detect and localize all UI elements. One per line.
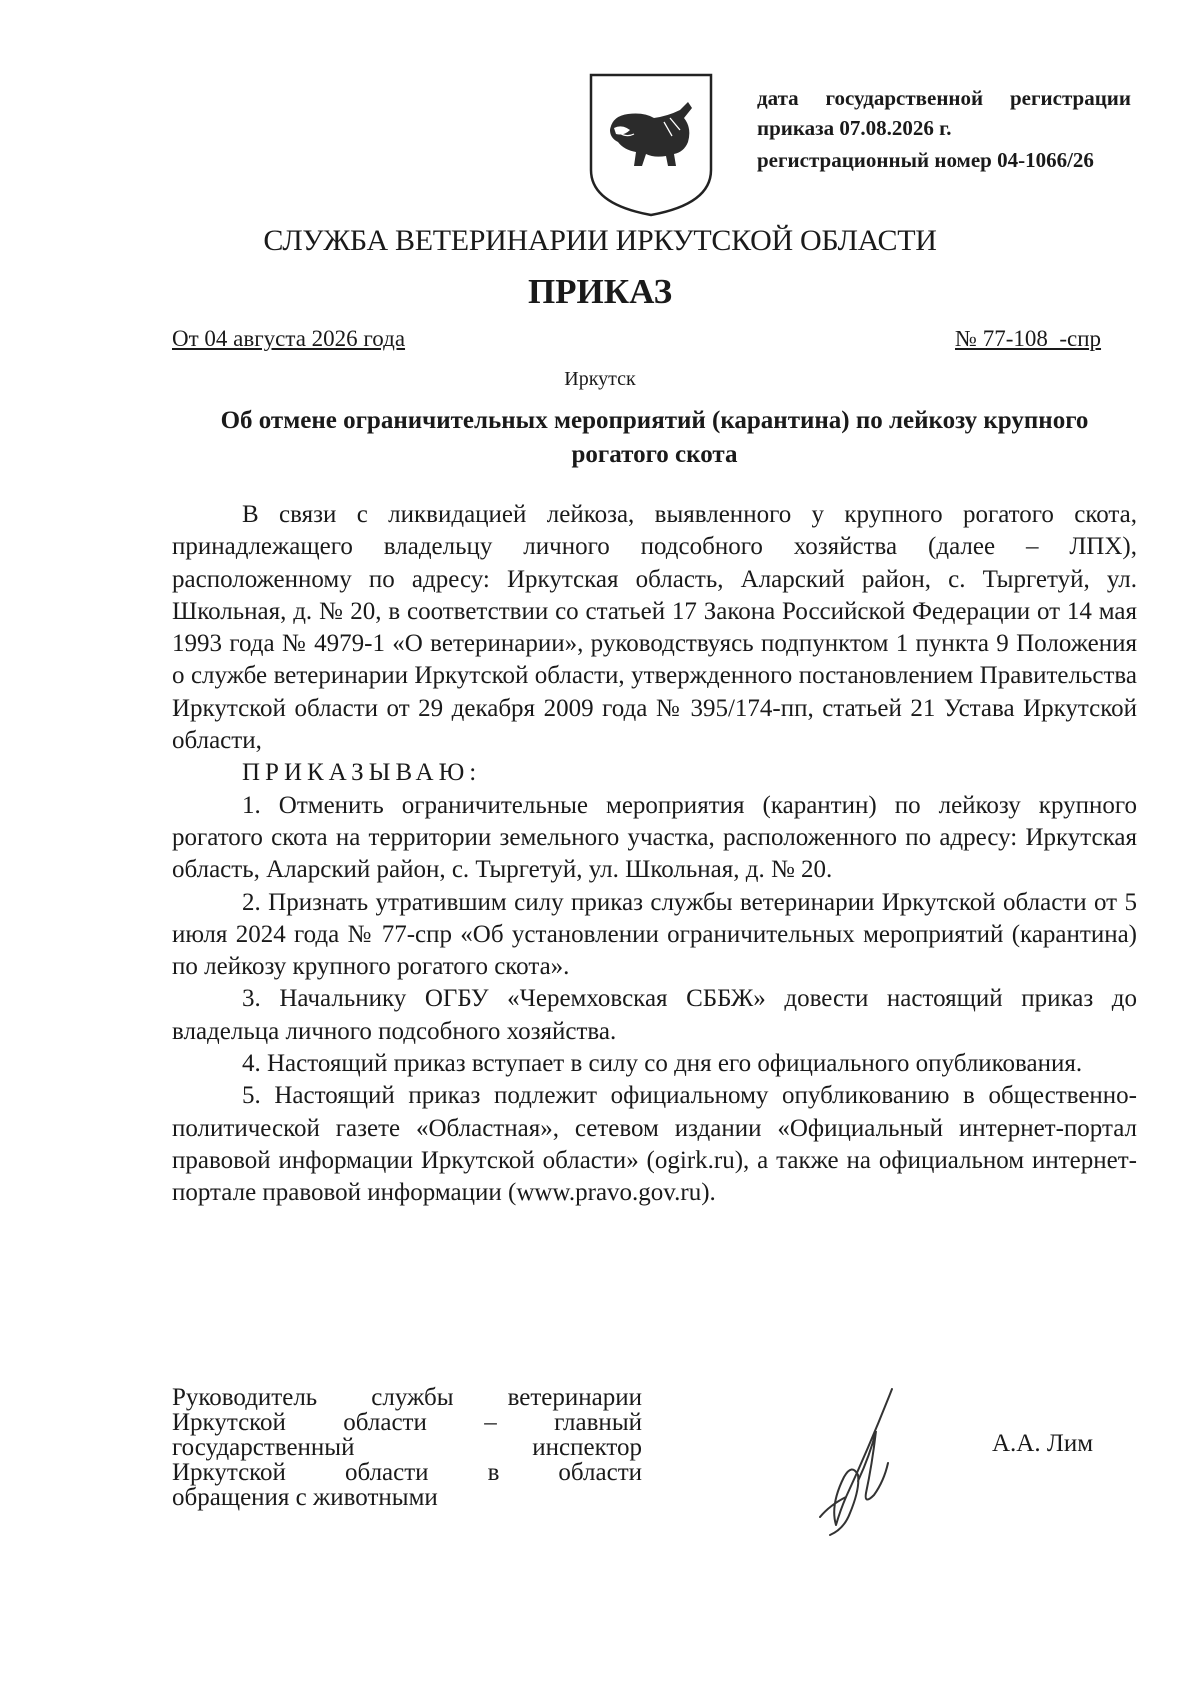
order-item-2: 2. Признать утратившим силу приказ службы ветеринарии Иркутской области от 5 июля 2024 года № 77-спр «Об установлении ограничительных мероприятий (карантина) по лейкозу крупного рогатого скота». <box>172 888 1137 981</box>
signer-position-line-1: Руководитель службы ветеринарии <box>172 1384 642 1411</box>
registration-number: регистрационный номер 04-1066/26 <box>757 148 1094 172</box>
order-item-5: 5. Настоящий приказ подлежит официальному опубликованию в общественно-политической газете «Областная», сетевом издании «Официальный интернет-портал правовой информации Иркутской области» (ogirk.ru), а также на официальном интернет-портале правовой информации (www.pravo.gov.ru). <box>172 1082 1137 1207</box>
handwritten-signature <box>800 1385 910 1540</box>
signer-name: А.А. Лим <box>992 1430 1094 1457</box>
registration-date-value: приказа 07.08.2026 г. <box>757 116 952 140</box>
order-word: ПРИКАЗЫВАЮ: <box>242 759 482 787</box>
signer-position-line-3: государственный инспектор <box>172 1434 642 1461</box>
document-date: От 04 августа 2026 года <box>172 326 406 351</box>
document-title: Об отмене ограничительных мероприятий (карантина) по лейкозу крупного рогатого скота <box>220 407 1089 468</box>
registration-date-label: дата государственной регистрации <box>757 86 1131 110</box>
preamble-paragraph: В связи с ликвидацией лейкоза, выявленного у крупного рогатого скота, принадлежащего владельцу личного подсобного хозяйства (далее – ЛПХ), расположенному по адресу: Иркутская область, Аларский район, с. Тыргетуй, ул. Школьная, д. № 20, в соответствии со статьей 17 Закона Российской Федерации от 14 мая 1993 года № 4979-1 «О ветеринарии», руководствуясь подпунктом 1 пункта 9 Положения о службе ветеринарии Иркутской области, утвержденного постановлением Правительства Иркутской области от 29 декабря 2009 года № 395/174-пп, статьей 21 Устава Иркутской области, <box>172 501 1137 755</box>
document-city: Иркутск <box>564 368 636 390</box>
organization-name: СЛУЖБА ВЕТЕРИНАРИИ ИРКУТСКОЙ ОБЛАСТИ <box>263 224 937 257</box>
order-item-3: 3. Начальнику ОГБУ «Черемховская СББЖ» довести настоящий приказ до владельца личного подсобного хозяйства. <box>172 985 1137 1045</box>
signer-position-line-4: Иркутской области в области <box>172 1459 642 1486</box>
document-body <box>172 499 1137 1210</box>
document-number: № 77-108 -спр <box>955 326 1102 351</box>
order-item-1: 1. Отменить ограничительные мероприятия (карантин) по лейкозу крупного рогатого скота на территории земельного участка, расположенного по адресу: Иркутская область, Аларский район, с. Тыргетуй, ул. Школьная, д. № 20. <box>172 791 1137 884</box>
signer-position-line-5: обращения с животными <box>172 1484 438 1511</box>
document-type: ПРИКАЗ <box>527 272 673 311</box>
order-item-4: 4. Настоящий приказ вступает в силу со дня его официального опубликования. <box>242 1050 1083 1078</box>
signer-position-line-2: Иркутской области – главный <box>172 1409 642 1436</box>
coat-of-arms-emblem <box>588 72 714 218</box>
